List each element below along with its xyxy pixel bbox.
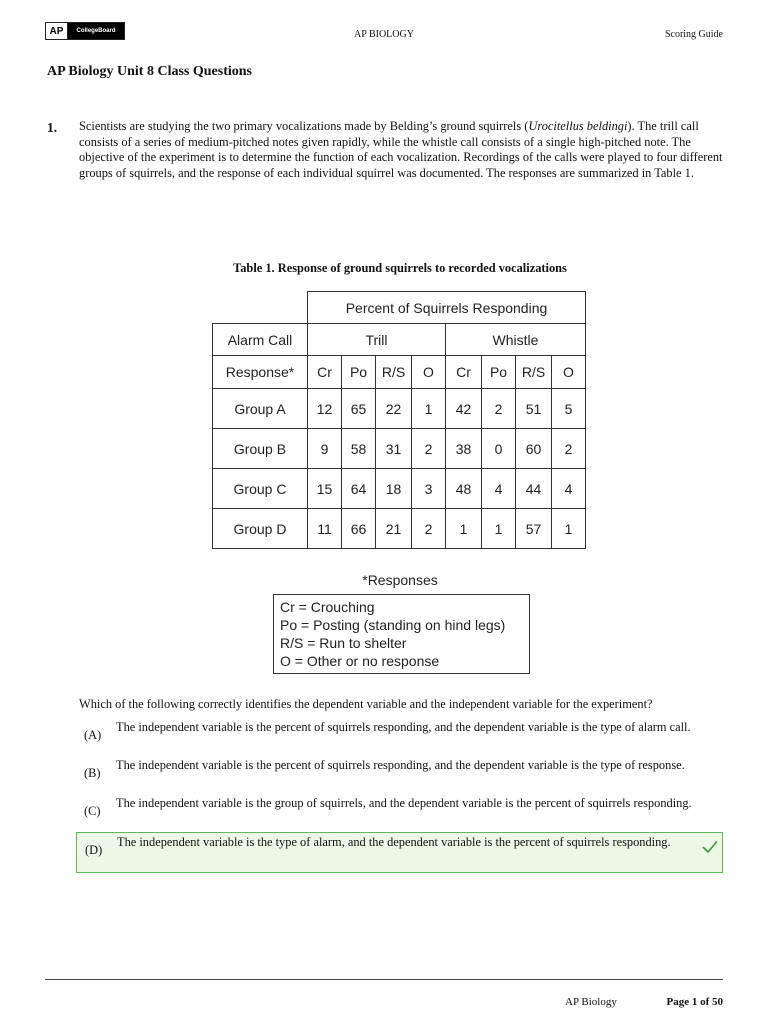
table-cell: 21 — [376, 509, 412, 549]
table-cell: 2 — [552, 429, 586, 469]
group-label: Group C — [213, 469, 308, 509]
col-header: Po — [482, 356, 516, 389]
table-cell: 12 — [308, 389, 342, 429]
checkmark-icon — [702, 839, 718, 855]
answer-choice-b[interactable] — [76, 756, 723, 792]
table-cell: 38 — [446, 429, 482, 469]
header-scoring-guide: Scoring Guide — [664, 29, 723, 40]
species-name: Urocitellus beldingi — [528, 119, 628, 133]
question-prompt: Which of the following correctly identifies the dependent variable and the independent variable for the experiment? — [79, 697, 653, 711]
table-row — [213, 509, 586, 549]
table-top-header: Percent of Squirrels Responding — [308, 292, 586, 324]
legend-item: O = Other or no response — [280, 653, 440, 669]
choice-letter: (B) — [84, 766, 101, 780]
alarm-call-label: Alarm Call — [213, 324, 308, 356]
choice-text: The independent variable is the percent of squirrels responding, and the dependent variable is the type of alarm call. — [116, 720, 691, 734]
table-cell: 0 — [482, 429, 516, 469]
col-header: Cr — [446, 356, 482, 389]
table-cell: 58 — [342, 429, 376, 469]
responses-heading: *Responses — [362, 572, 438, 588]
table-cell: 15 — [308, 469, 342, 509]
footer-divider — [45, 979, 723, 980]
table-cell: 64 — [342, 469, 376, 509]
choice-text: The independent variable is the group of squirrels, and the dependent variable is the percent of squirrels responding. — [116, 796, 692, 810]
question-text — [79, 119, 724, 181]
table-row — [213, 389, 586, 429]
whistle-header: Whistle — [446, 324, 586, 356]
table-cell: 2 — [412, 429, 446, 469]
legend-item: R/S = Run to shelter — [280, 635, 407, 651]
col-header: R/S — [516, 356, 552, 389]
col-header: O — [552, 356, 586, 389]
table-cell: 18 — [376, 469, 412, 509]
table-cell: 51 — [516, 389, 552, 429]
table-cell: 48 — [446, 469, 482, 509]
response-label: Response* — [213, 356, 308, 389]
table-cell: 9 — [308, 429, 342, 469]
legend-item: Po = Posting (standing on hind legs) — [280, 617, 506, 633]
choice-letter: (D) — [85, 843, 103, 857]
choice-text: The independent variable is the type of alarm, and the dependent variable is the percent of squirrels responding. — [117, 835, 671, 849]
table-cell: 1 — [446, 509, 482, 549]
group-label: Group A — [213, 389, 308, 429]
table-cell: 2 — [482, 389, 516, 429]
table-row — [213, 469, 586, 509]
table-cell: 4 — [482, 469, 516, 509]
header-subject: AP BIOLOGY — [354, 29, 414, 40]
table-cell: 1 — [482, 509, 516, 549]
logo-ap-text: AP — [46, 23, 68, 39]
table-caption: Table 1. Response of ground squirrels to recorded vocalizations — [233, 261, 567, 275]
table-row — [213, 429, 586, 469]
table-cell: 11 — [308, 509, 342, 549]
question-text-after: ). The trill call consists of a series of medium-pitched notes given rapidly, while the whistle call consists of a single high-pitched note. The objective of the experiment is to determine the function of each vocalization. Recordings of the calls were played to four different groups of squirrels, and the response of each individual squirrel was documented. The responses are summarized in Table 1. — [79, 119, 723, 180]
table-cell: 57 — [516, 509, 552, 549]
responses-legend — [273, 594, 530, 674]
table-cell: 1 — [412, 389, 446, 429]
answer-choice-d[interactable] — [76, 832, 723, 873]
table-cell: 22 — [376, 389, 412, 429]
trill-header: Trill — [308, 324, 446, 356]
col-header: O — [412, 356, 446, 389]
col-header: R/S — [376, 356, 412, 389]
response-table — [212, 291, 586, 549]
table-cell: 60 — [516, 429, 552, 469]
footer-course: AP Biology — [565, 996, 617, 1008]
table-cell: 3 — [412, 469, 446, 509]
logo-collegeboard-text: CollegeBoard — [68, 23, 124, 39]
page-title: AP Biology Unit 8 Class Questions — [47, 64, 252, 79]
table-cell: 44 — [516, 469, 552, 509]
answer-choice-c[interactable] — [76, 794, 723, 830]
col-header: Po — [342, 356, 376, 389]
table-cell: 2 — [412, 509, 446, 549]
col-header: Cr — [308, 356, 342, 389]
table-cell: 31 — [376, 429, 412, 469]
table-cell: 4 — [552, 469, 586, 509]
table-cell: 5 — [552, 389, 586, 429]
answer-choice-a[interactable] — [76, 718, 723, 754]
table-cell: 1 — [552, 509, 586, 549]
table-cell: 42 — [446, 389, 482, 429]
choice-letter: (A) — [84, 728, 102, 742]
table-blank-corner — [213, 292, 308, 324]
choice-text: The independent variable is the percent of squirrels responding, and the dependent variable is the type of response. — [116, 758, 685, 772]
table-cell: 66 — [342, 509, 376, 549]
question-number: 1. — [47, 120, 58, 135]
choice-letter: (C) — [84, 804, 101, 818]
group-label: Group B — [213, 429, 308, 469]
question-text-before: Scientists are studying the two primary vocalizations made by Belding’s ground squirrels ( — [79, 119, 529, 133]
footer-page-number: Page 1 of 50 — [666, 996, 723, 1008]
group-label: Group D — [213, 509, 308, 549]
table-cell: 65 — [342, 389, 376, 429]
legend-item: Cr = Crouching — [280, 599, 375, 615]
